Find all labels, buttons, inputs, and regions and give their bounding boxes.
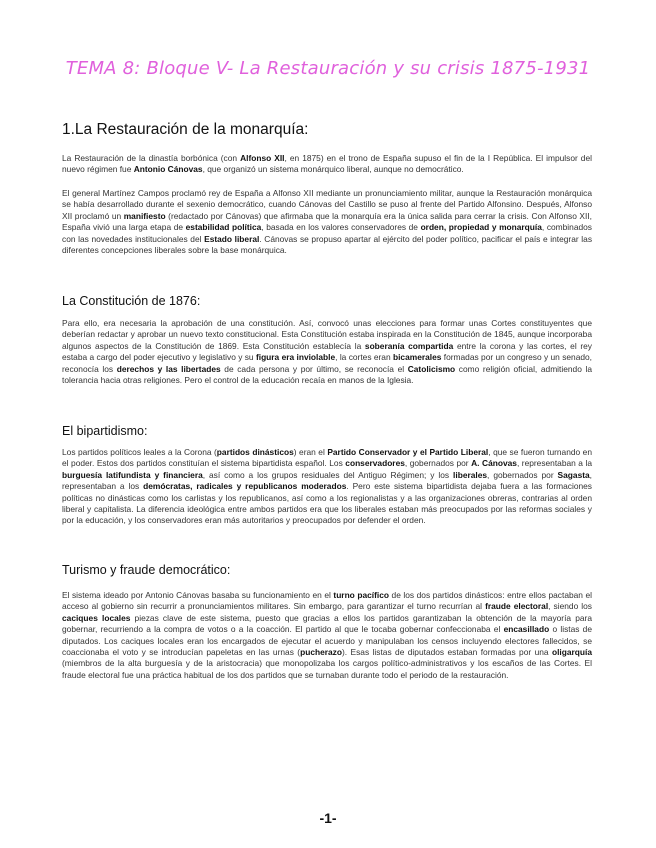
bold-term: Estado liberal <box>204 233 260 244</box>
bold-term: bicamerales <box>392 352 442 363</box>
bold-term: oligarquía <box>551 647 593 658</box>
bold-term: Partido Conservador y el Partido Liberal <box>327 447 489 457</box>
paragraph-restauracion-2: El general Martínez Campos proclamó rey de España a Alfonso XII mediante un pronunciamiento militar, aunque la Restauración monárquica se había desarrollado durante el sexenio democrático, cuando Cánovas del Castillo se puso al frente del Partido Alfonsino. Después, Alfonso XII proclamó un manifiesto (redactado por Cánovas) que afirmaba que la monarquía era la única salida para cerrar la crisis. Con Alfonso XII, España vivió una larga etapa de estabilidad política, basada en los valores conservadores de orden, propiedad y monarquía, combinados con las novedades institucionales del Estado liberal. Cánovas se propuso apartar al ejército del poder político, pacificar el país e integrar las diferentes concepciones liberales sobre la base monárquica. <box>62 188 593 256</box>
bold-term: liberales <box>453 469 488 480</box>
bold-term: estabilidad política <box>185 222 262 233</box>
bold-term: derechos y las libertades <box>116 363 221 374</box>
bold-term: encasillado <box>503 624 550 635</box>
bold-term: Sagasta <box>557 469 590 480</box>
bold-term: A. Cánovas <box>471 458 517 469</box>
bold-term: pucherazo <box>300 647 342 658</box>
page-title: TEMA 8: Bloque V- La Restauración y su crisis 1875-1931 <box>65 58 591 79</box>
bold-term: caciques locales <box>62 612 131 623</box>
paragraph-restauracion-1: La Restauración de la dinastía borbónica (con Alfonso XII, en 1875) en el trono de España supuso el fin de la I República. El impulsor del nuevo régimen fue Antonio Cánovas, que organizó un sistema monárquico liberal, aunque no democrático. <box>62 153 592 175</box>
bold-term: soberanía compartida <box>364 340 454 351</box>
bold-term: Antonio Cánovas <box>133 164 203 175</box>
section-heading-restauracion: 1.La Restauración de la monarquía: <box>62 121 309 138</box>
bold-term: demócratas, radicales y republicanos moderados <box>143 481 347 492</box>
section-heading-constitucion: La Constitución de 1876: <box>62 294 201 308</box>
paragraph-turismo-fraude: El sistema ideado por Antonio Cánovas basaba su funcionamiento en el turno pacífico de los dos partidos dinásticos: entre ellos pactaban el acceso al gobierno sin recurrir a pronunciamientos militares. Sin embargo, para garantizar el turno recurrían al fraude electoral, siendo los caciques locales piezas clave de este sistema, puesto que gracias a ellos los partidos garantizaban la obtención de la mayoría para gobernar, recurriendo a la compra de votos o a la coacción. El partido al que le tocaba gobernar confeccionaba el encasillado o listas de diputados. Los caciques locales eran los encargados de ejecutar el acuerdo y manipulaban los censos incluyendo electores fallecidos, se coaccionaba el voto y se introducían papeletas en las urnas (pucherazo). Esas listas de diputados estaban formadas por una oligarquía (miembros de la alta burguesía y de la aristocracia) que monopolizaba los cargos político-administrativos y los escaños de las Cortes. El fraude electoral fue una práctica habitual de los dos partidos que se turnaban durante todo el periodo de la restauración. <box>62 590 593 680</box>
bold-term: turno pacífico <box>333 590 389 600</box>
bold-term: Catolicismo <box>407 363 456 374</box>
bold-term: partidos dinásticos <box>216 447 294 457</box>
bold-term: orden, propiedad y monarquía <box>420 222 542 233</box>
bold-term: manifiesto <box>123 210 166 221</box>
section-heading-bipartidismo: El bipartidismo: <box>62 424 148 438</box>
section-heading-turismo-fraude: Turismo y fraude democrático: <box>62 563 231 577</box>
bold-term: Alfonso XII <box>240 153 285 163</box>
bold-term: conservadores <box>345 458 405 469</box>
paragraph-bipartidismo: Los partidos políticos leales a la Corona (partidos dinásticos) eran el Partido Conservador y el Partido Liberal, que se fueron turnando en el poder. Estos dos partidos constituían el sistema bipartidista español. Los conservadores, gobernados por A. Cánovas, representaban a la burguesía latifundista y financiera, así como a los grupos residuales del Antiguo Régimen; y los liberales, gobernados por Sagasta, representaban a los demócratas, radicales y republicanos moderados. Pero este sistema bipartidista dejaba fuera a las formaciones políticas no dinásticas como los carlistas y los republicanos, así como a los regionalistas y a las organizaciones obreras, contrarias al orden liberal y capitalista. La diferencia ideológica entre ambos partidos era que los liberales estaban más preocupados por las reformas sociales y por la educación, y los conservadores eran más autoritarios y preocupados por defender el orden. <box>62 447 593 526</box>
bold-term: burguesía latifundista y financiera <box>62 469 203 480</box>
bold-term: figura era inviolable <box>255 352 336 363</box>
paragraph-constitucion: Para ello, era necesaria la aprobación de una constitución. Así, convocó unas elecciones para formar unas Cortes constituyentes que deberían redactar y aprobar un nuevo texto constitucional. Esta Constitución estaba inspirada en la Constitución de 1845, aunque incorporaba algunos aspectos de la Constitución de 1869. Esta Constitución establecía la soberanía compartida entre la corona y las cortes, el rey estaba a cargo del poder ejecutivo y legislativo y su figura era inviolable, la cortes eran bicamerales formadas por un congreso y un senado, reconocía los derechos y las libertades de cada persona y por último, se reconocía el Catolicismo como religión oficial, admitiendo la tolerancia hacia otras religiones. Pero el control de la educación recaía en manos de la Iglesia. <box>62 318 592 386</box>
bold-term: fraude electoral <box>485 601 549 612</box>
page-number: -1- <box>319 810 337 826</box>
